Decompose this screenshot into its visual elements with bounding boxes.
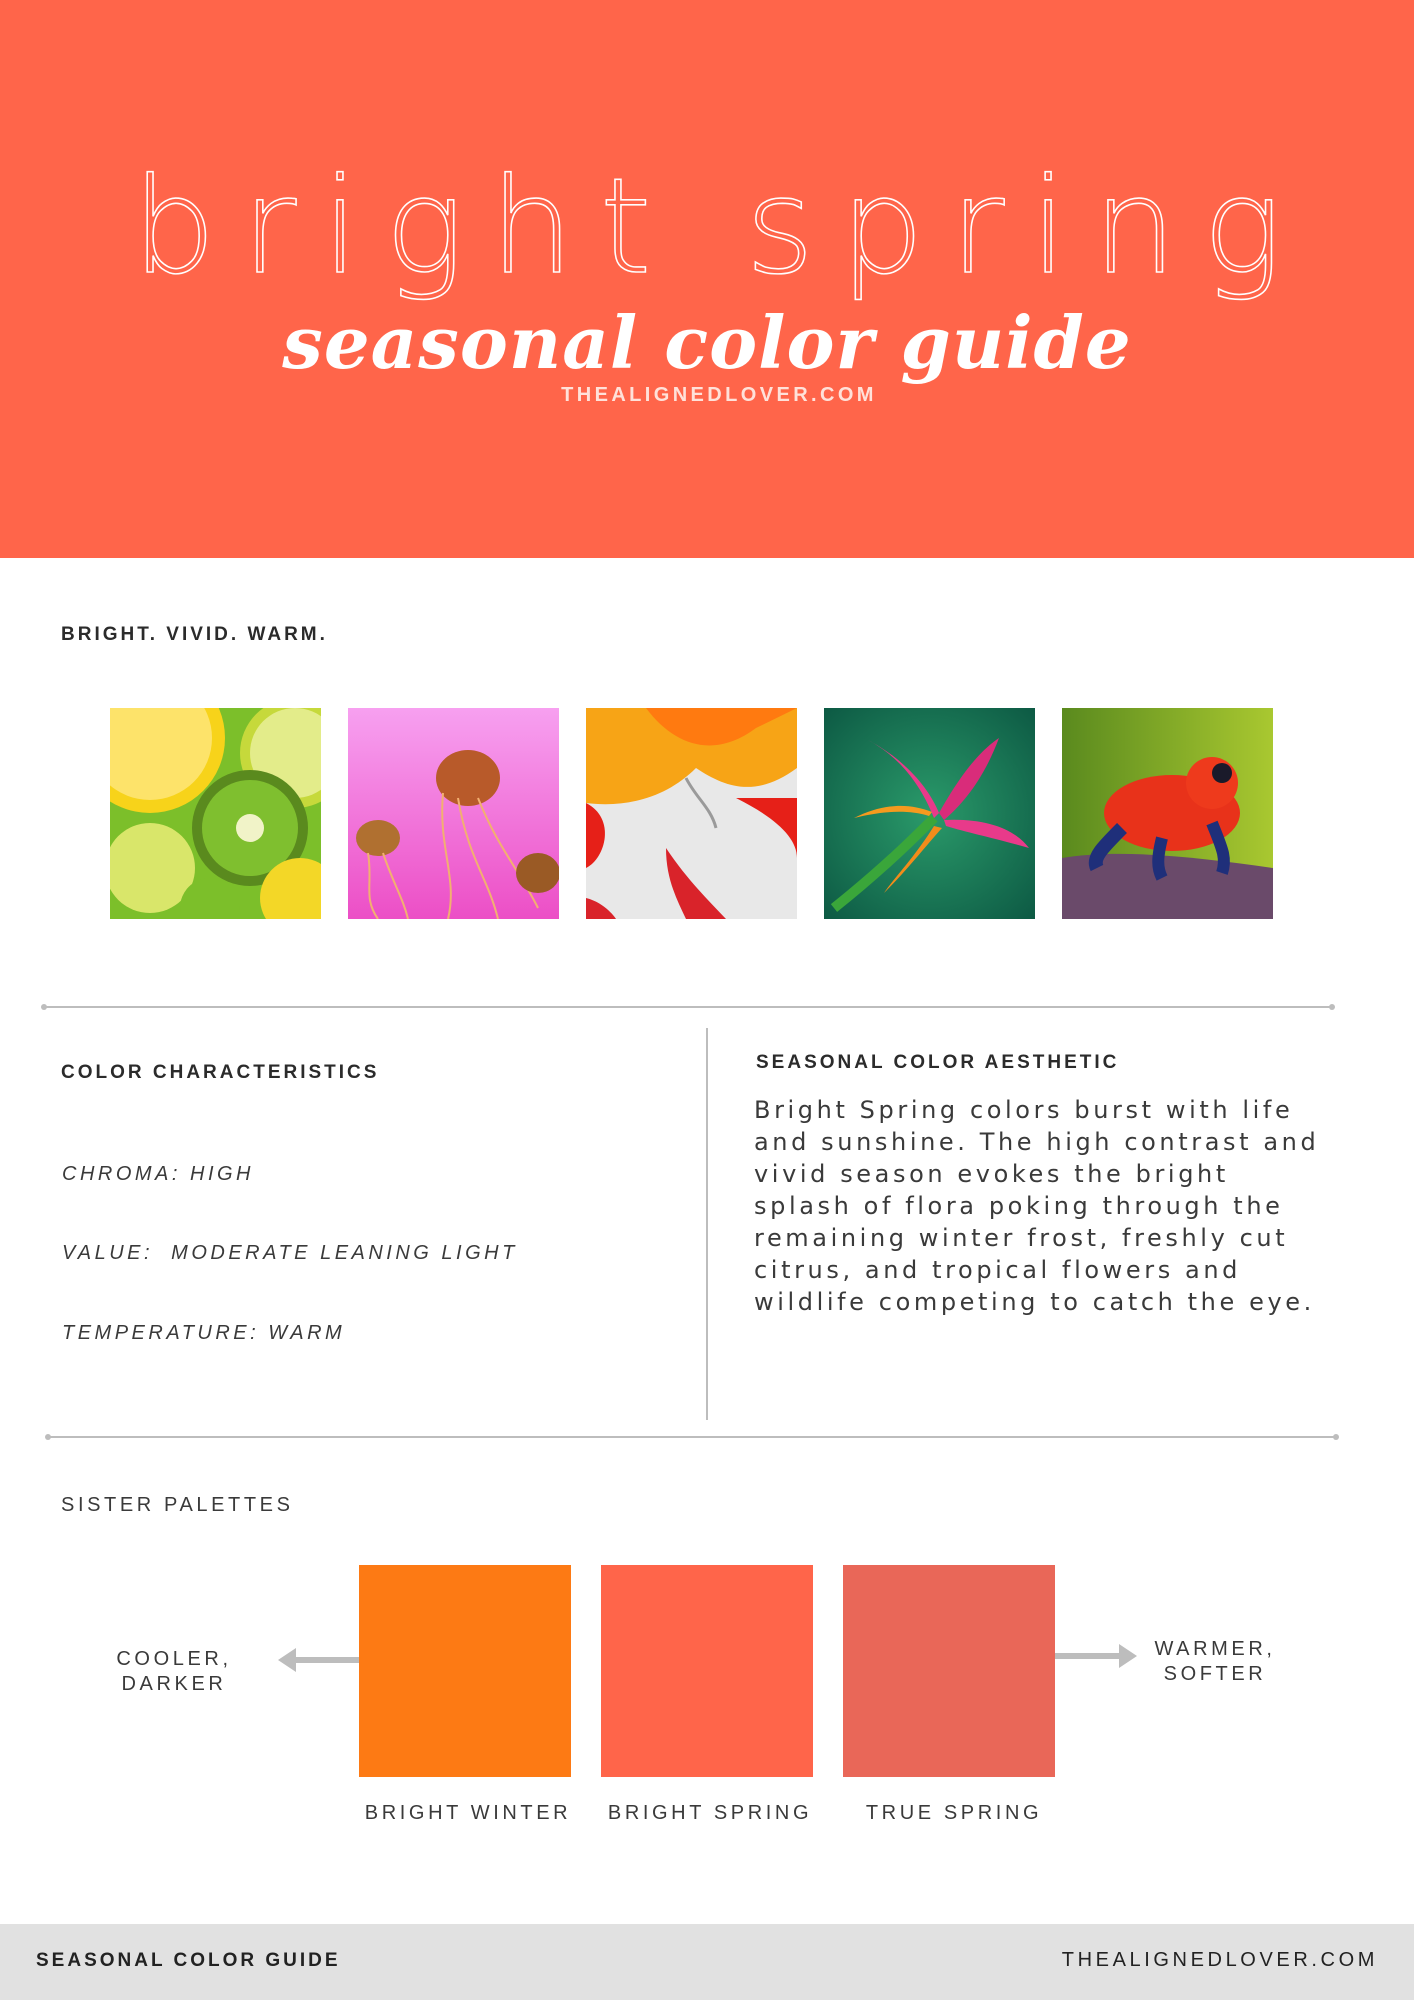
page-title: bright spring: [132, 150, 1308, 304]
footer-title: SEASONAL COLOR GUIDE: [36, 1950, 341, 1971]
site-url: THEALIGNEDLOVER.COM: [561, 384, 877, 406]
warmer-softer-label: [1130, 1637, 1300, 1687]
photo-strip: [110, 708, 1275, 919]
aesthetic-heading: SEASONAL COLOR AESTHETIC: [756, 1052, 1120, 1073]
chroma-value: CHROMA: HIGH: [62, 1163, 254, 1185]
value-value: VALUE: MODERATE LEANING LIGHT: [62, 1242, 518, 1264]
characteristics-heading: COLOR CHARACTERISTICS: [61, 1062, 380, 1083]
bottom-divider: [48, 1436, 1336, 1438]
footer-site-url: THEALIGNEDLOVER.COM: [1061, 1949, 1378, 1971]
sister-palettes-heading: SISTER PALETTES: [61, 1494, 294, 1516]
softer-label-line: SOFTER: [1163, 1663, 1267, 1685]
red-frog-photo: [1062, 708, 1273, 919]
column-divider: [706, 1028, 708, 1420]
lily-flower-photo: [824, 708, 1035, 919]
darker-label-line: DARKER: [121, 1673, 227, 1695]
swatch-bright-spring: [601, 1565, 813, 1777]
cooler-darker-label: [92, 1647, 256, 1697]
page-subtitle: seasonal color guide: [282, 300, 1132, 385]
swatch-true-spring: [843, 1565, 1055, 1777]
paint-splash-photo: [586, 708, 797, 919]
swatch-bright-winter: [359, 1565, 571, 1777]
swatch-label-true-spring: TRUE SPRING: [865, 1802, 1043, 1824]
header-banner: [0, 0, 1414, 558]
jellyfish-photo: [348, 708, 559, 919]
swatch-label-bright-winter: BRIGHT WINTER: [364, 1802, 572, 1824]
tagline: BRIGHT. VIVID. WARM.: [61, 624, 328, 645]
top-divider: [44, 1006, 1332, 1008]
citrus-fruit-photo: [110, 708, 321, 919]
warmer-label-line: WARMER,: [1154, 1638, 1276, 1660]
swatch-label-bright-spring: BRIGHT SPRING: [607, 1802, 813, 1824]
arrow-right-icon: [1055, 1643, 1137, 1669]
footer-bar: [0, 1924, 1414, 2000]
aesthetic-body: Bright Spring colors burst with life and sunshine. The high contrast and vivid season evokes the bright splash of flora poking through the remaining winter frost, freshly cut citrus, and tropical flowers and wildlife competing to catch the eye.: [754, 1096, 1320, 1316]
temperature-value: TEMPERATURE: WARM: [62, 1322, 346, 1344]
cooler-label-line: COOLER,: [116, 1648, 232, 1670]
arrow-left-icon: [278, 1647, 360, 1673]
